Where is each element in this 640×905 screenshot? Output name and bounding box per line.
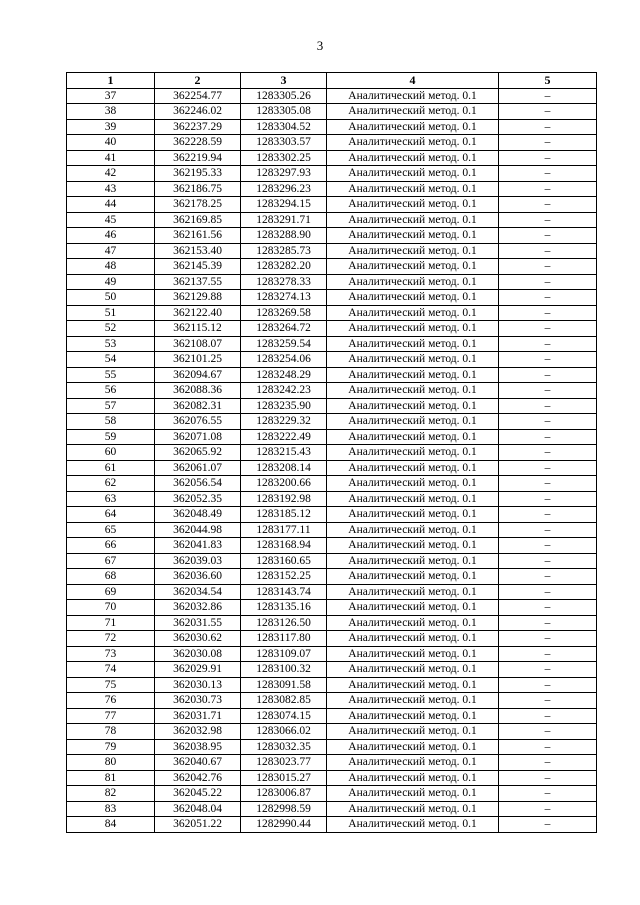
y-coordinate-cell: 1283288.90 xyxy=(241,228,327,244)
method-cell: Аналитический метод. 0.1 xyxy=(327,181,499,197)
method-cell: Аналитический метод. 0.1 xyxy=(327,259,499,275)
table-row xyxy=(67,538,597,554)
y-coordinate-cell: 1283185.12 xyxy=(241,507,327,523)
column-header-5: 5 xyxy=(499,73,597,89)
note-cell: – xyxy=(499,569,597,585)
note-cell: – xyxy=(499,538,597,554)
method-cell: Аналитический метод. 0.1 xyxy=(327,770,499,786)
y-coordinate-cell: 1283177.11 xyxy=(241,522,327,538)
method-cell: Аналитический метод. 0.1 xyxy=(327,724,499,740)
method-cell: Аналитический метод. 0.1 xyxy=(327,569,499,585)
method-cell: Аналитический метод. 0.1 xyxy=(327,677,499,693)
table-row xyxy=(67,274,597,290)
table-body xyxy=(67,88,597,832)
note-cell: – xyxy=(499,383,597,399)
point-number-cell: 68 xyxy=(67,569,155,585)
table-row xyxy=(67,212,597,228)
method-cell: Аналитический метод. 0.1 xyxy=(327,166,499,182)
table-row xyxy=(67,739,597,755)
note-cell: – xyxy=(499,150,597,166)
method-cell: Аналитический метод. 0.1 xyxy=(327,491,499,507)
table-row xyxy=(67,445,597,461)
point-number-cell: 64 xyxy=(67,507,155,523)
table-row xyxy=(67,367,597,383)
point-number-cell: 61 xyxy=(67,460,155,476)
method-cell: Аналитический метод. 0.1 xyxy=(327,290,499,306)
table-row xyxy=(67,398,597,414)
y-coordinate-cell: 1283304.52 xyxy=(241,119,327,135)
table-row xyxy=(67,429,597,445)
table-row xyxy=(67,228,597,244)
x-coordinate-cell: 362031.71 xyxy=(155,708,241,724)
note-cell: – xyxy=(499,414,597,430)
table-row xyxy=(67,290,597,306)
y-coordinate-cell: 1283066.02 xyxy=(241,724,327,740)
method-cell: Аналитический метод. 0.1 xyxy=(327,119,499,135)
note-cell: – xyxy=(499,460,597,476)
point-number-cell: 60 xyxy=(67,445,155,461)
x-coordinate-cell: 362048.49 xyxy=(155,507,241,523)
y-coordinate-cell: 1283242.23 xyxy=(241,383,327,399)
table-row xyxy=(67,460,597,476)
y-coordinate-cell: 1283296.23 xyxy=(241,181,327,197)
x-coordinate-cell: 362122.40 xyxy=(155,305,241,321)
y-coordinate-cell: 1283082.85 xyxy=(241,693,327,709)
column-header-1: 1 xyxy=(67,73,155,89)
x-coordinate-cell: 362030.08 xyxy=(155,646,241,662)
point-number-cell: 83 xyxy=(67,801,155,817)
point-number-cell: 72 xyxy=(67,631,155,647)
column-header-4: 4 xyxy=(327,73,499,89)
point-number-cell: 49 xyxy=(67,274,155,290)
y-coordinate-cell: 1283222.49 xyxy=(241,429,327,445)
y-coordinate-cell: 1283074.15 xyxy=(241,708,327,724)
y-coordinate-cell: 1283117.80 xyxy=(241,631,327,647)
table-row xyxy=(67,786,597,802)
note-cell: – xyxy=(499,801,597,817)
table-row xyxy=(67,770,597,786)
column-header-3: 3 xyxy=(241,73,327,89)
table-row xyxy=(67,150,597,166)
note-cell: – xyxy=(499,662,597,678)
table-row xyxy=(67,522,597,538)
x-coordinate-cell: 362161.56 xyxy=(155,228,241,244)
method-cell: Аналитический метод. 0.1 xyxy=(327,228,499,244)
y-coordinate-cell: 1283109.07 xyxy=(241,646,327,662)
table-row xyxy=(67,801,597,817)
table-row xyxy=(67,383,597,399)
x-coordinate-cell: 362051.22 xyxy=(155,817,241,833)
x-coordinate-cell: 362029.91 xyxy=(155,662,241,678)
table-row xyxy=(67,677,597,693)
point-number-cell: 84 xyxy=(67,817,155,833)
note-cell: – xyxy=(499,631,597,647)
method-cell: Аналитический метод. 0.1 xyxy=(327,305,499,321)
x-coordinate-cell: 362040.67 xyxy=(155,755,241,771)
point-number-cell: 51 xyxy=(67,305,155,321)
method-cell: Аналитический метод. 0.1 xyxy=(327,615,499,631)
point-number-cell: 45 xyxy=(67,212,155,228)
method-cell: Аналитический метод. 0.1 xyxy=(327,88,499,104)
y-coordinate-cell: 1283269.58 xyxy=(241,305,327,321)
point-number-cell: 71 xyxy=(67,615,155,631)
method-cell: Аналитический метод. 0.1 xyxy=(327,600,499,616)
y-coordinate-cell: 1283302.25 xyxy=(241,150,327,166)
x-coordinate-cell: 362030.62 xyxy=(155,631,241,647)
table-row xyxy=(67,197,597,213)
note-cell: – xyxy=(499,724,597,740)
page-number: 3 xyxy=(316,38,324,53)
y-coordinate-cell: 1283100.32 xyxy=(241,662,327,678)
method-cell: Аналитический метод. 0.1 xyxy=(327,352,499,368)
note-cell: – xyxy=(499,166,597,182)
note-cell: – xyxy=(499,615,597,631)
point-number-cell: 37 xyxy=(67,88,155,104)
method-cell: Аналитический метод. 0.1 xyxy=(327,553,499,569)
table-row xyxy=(67,693,597,709)
point-number-cell: 77 xyxy=(67,708,155,724)
point-number-cell: 75 xyxy=(67,677,155,693)
point-number-cell: 50 xyxy=(67,290,155,306)
point-number-cell: 47 xyxy=(67,243,155,259)
x-coordinate-cell: 362032.86 xyxy=(155,600,241,616)
note-cell: – xyxy=(499,181,597,197)
point-number-cell: 41 xyxy=(67,150,155,166)
x-coordinate-cell: 362094.67 xyxy=(155,367,241,383)
point-number-cell: 76 xyxy=(67,693,155,709)
table-row xyxy=(67,584,597,600)
y-coordinate-cell: 1283200.66 xyxy=(241,476,327,492)
x-coordinate-cell: 362254.77 xyxy=(155,88,241,104)
point-number-cell: 48 xyxy=(67,259,155,275)
x-coordinate-cell: 362048.04 xyxy=(155,801,241,817)
note-cell: – xyxy=(499,786,597,802)
method-cell: Аналитический метод. 0.1 xyxy=(327,383,499,399)
x-coordinate-cell: 362169.85 xyxy=(155,212,241,228)
note-cell: – xyxy=(499,352,597,368)
note-cell: – xyxy=(499,755,597,771)
method-cell: Аналитический метод. 0.1 xyxy=(327,135,499,151)
y-coordinate-cell: 1283015.27 xyxy=(241,770,327,786)
point-number-cell: 78 xyxy=(67,724,155,740)
column-header-2: 2 xyxy=(155,73,241,89)
method-cell: Аналитический метод. 0.1 xyxy=(327,522,499,538)
point-number-cell: 53 xyxy=(67,336,155,352)
y-coordinate-cell: 1283291.71 xyxy=(241,212,327,228)
method-cell: Аналитический метод. 0.1 xyxy=(327,336,499,352)
x-coordinate-cell: 362115.12 xyxy=(155,321,241,337)
table-row xyxy=(67,321,597,337)
point-number-cell: 55 xyxy=(67,367,155,383)
note-cell: – xyxy=(499,646,597,662)
table-row xyxy=(67,305,597,321)
note-cell: – xyxy=(499,553,597,569)
x-coordinate-cell: 362036.60 xyxy=(155,569,241,585)
y-coordinate-cell: 1283229.32 xyxy=(241,414,327,430)
x-coordinate-cell: 362153.40 xyxy=(155,243,241,259)
method-cell: Аналитический метод. 0.1 xyxy=(327,104,499,120)
x-coordinate-cell: 362071.08 xyxy=(155,429,241,445)
method-cell: Аналитический метод. 0.1 xyxy=(327,445,499,461)
table-row xyxy=(67,104,597,120)
y-coordinate-cell: 1282990.44 xyxy=(241,817,327,833)
x-coordinate-cell: 362065.92 xyxy=(155,445,241,461)
x-coordinate-cell: 362031.55 xyxy=(155,615,241,631)
method-cell: Аналитический метод. 0.1 xyxy=(327,786,499,802)
y-coordinate-cell: 1283248.29 xyxy=(241,367,327,383)
y-coordinate-cell: 1283208.14 xyxy=(241,460,327,476)
table-row xyxy=(67,708,597,724)
point-number-cell: 46 xyxy=(67,228,155,244)
method-cell: Аналитический метод. 0.1 xyxy=(327,414,499,430)
x-coordinate-cell: 362219.94 xyxy=(155,150,241,166)
method-cell: Аналитический метод. 0.1 xyxy=(327,197,499,213)
point-number-cell: 63 xyxy=(67,491,155,507)
method-cell: Аналитический метод. 0.1 xyxy=(327,321,499,337)
y-coordinate-cell: 1283215.43 xyxy=(241,445,327,461)
table-row xyxy=(67,119,597,135)
y-coordinate-cell: 1283126.50 xyxy=(241,615,327,631)
table-row xyxy=(67,646,597,662)
table-row xyxy=(67,631,597,647)
note-cell: – xyxy=(499,228,597,244)
table-row xyxy=(67,352,597,368)
note-cell: – xyxy=(499,88,597,104)
x-coordinate-cell: 362228.59 xyxy=(155,135,241,151)
y-coordinate-cell: 1283297.93 xyxy=(241,166,327,182)
y-coordinate-cell: 1283168.94 xyxy=(241,538,327,554)
note-cell: – xyxy=(499,197,597,213)
x-coordinate-cell: 362038.95 xyxy=(155,739,241,755)
note-cell: – xyxy=(499,522,597,538)
table-row xyxy=(67,817,597,833)
y-coordinate-cell: 1283023.77 xyxy=(241,755,327,771)
point-number-cell: 62 xyxy=(67,476,155,492)
point-number-cell: 73 xyxy=(67,646,155,662)
method-cell: Аналитический метод. 0.1 xyxy=(327,631,499,647)
note-cell: – xyxy=(499,507,597,523)
method-cell: Аналитический метод. 0.1 xyxy=(327,755,499,771)
method-cell: Аналитический метод. 0.1 xyxy=(327,398,499,414)
note-cell: – xyxy=(499,429,597,445)
x-coordinate-cell: 362045.22 xyxy=(155,786,241,802)
note-cell: – xyxy=(499,445,597,461)
x-coordinate-cell: 362052.35 xyxy=(155,491,241,507)
table-row xyxy=(67,507,597,523)
y-coordinate-cell: 1283305.26 xyxy=(241,88,327,104)
method-cell: Аналитический метод. 0.1 xyxy=(327,801,499,817)
note-cell: – xyxy=(499,305,597,321)
note-cell: – xyxy=(499,739,597,755)
y-coordinate-cell: 1283305.08 xyxy=(241,104,327,120)
method-cell: Аналитический метод. 0.1 xyxy=(327,646,499,662)
note-cell: – xyxy=(499,336,597,352)
y-coordinate-cell: 1283006.87 xyxy=(241,786,327,802)
note-cell: – xyxy=(499,693,597,709)
table-row xyxy=(67,569,597,585)
point-number-cell: 57 xyxy=(67,398,155,414)
table-row xyxy=(67,662,597,678)
table-row xyxy=(67,724,597,740)
y-coordinate-cell: 1283160.65 xyxy=(241,553,327,569)
coordinates-table xyxy=(66,72,597,833)
point-number-cell: 70 xyxy=(67,600,155,616)
y-coordinate-cell: 1283285.73 xyxy=(241,243,327,259)
x-coordinate-cell: 362101.25 xyxy=(155,352,241,368)
x-coordinate-cell: 362042.76 xyxy=(155,770,241,786)
x-coordinate-cell: 362082.31 xyxy=(155,398,241,414)
method-cell: Аналитический метод. 0.1 xyxy=(327,274,499,290)
point-number-cell: 40 xyxy=(67,135,155,151)
point-number-cell: 38 xyxy=(67,104,155,120)
method-cell: Аналитический метод. 0.1 xyxy=(327,662,499,678)
x-coordinate-cell: 362061.07 xyxy=(155,460,241,476)
method-cell: Аналитический метод. 0.1 xyxy=(327,460,499,476)
x-coordinate-cell: 362186.75 xyxy=(155,181,241,197)
point-number-cell: 43 xyxy=(67,181,155,197)
note-cell: – xyxy=(499,212,597,228)
note-cell: – xyxy=(499,817,597,833)
point-number-cell: 56 xyxy=(67,383,155,399)
table-row xyxy=(67,243,597,259)
x-coordinate-cell: 362129.88 xyxy=(155,290,241,306)
method-cell: Аналитический метод. 0.1 xyxy=(327,150,499,166)
note-cell: – xyxy=(499,367,597,383)
x-coordinate-cell: 362041.83 xyxy=(155,538,241,554)
table-row xyxy=(67,491,597,507)
method-cell: Аналитический метод. 0.1 xyxy=(327,507,499,523)
point-number-cell: 52 xyxy=(67,321,155,337)
point-number-cell: 39 xyxy=(67,119,155,135)
method-cell: Аналитический метод. 0.1 xyxy=(327,367,499,383)
table-row xyxy=(67,166,597,182)
x-coordinate-cell: 362088.36 xyxy=(155,383,241,399)
method-cell: Аналитический метод. 0.1 xyxy=(327,538,499,554)
note-cell: – xyxy=(499,135,597,151)
table-row xyxy=(67,553,597,569)
y-coordinate-cell: 1283091.58 xyxy=(241,677,327,693)
x-coordinate-cell: 362056.54 xyxy=(155,476,241,492)
note-cell: – xyxy=(499,290,597,306)
method-cell: Аналитический метод. 0.1 xyxy=(327,212,499,228)
x-coordinate-cell: 362237.29 xyxy=(155,119,241,135)
x-coordinate-cell: 362044.98 xyxy=(155,522,241,538)
y-coordinate-cell: 1283152.25 xyxy=(241,569,327,585)
y-coordinate-cell: 1283264.72 xyxy=(241,321,327,337)
point-number-cell: 82 xyxy=(67,786,155,802)
table-row xyxy=(67,615,597,631)
method-cell: Аналитический метод. 0.1 xyxy=(327,243,499,259)
x-coordinate-cell: 362145.39 xyxy=(155,259,241,275)
table-row xyxy=(67,476,597,492)
x-coordinate-cell: 362032.98 xyxy=(155,724,241,740)
y-coordinate-cell: 1283259.54 xyxy=(241,336,327,352)
note-cell: – xyxy=(499,104,597,120)
y-coordinate-cell: 1283274.13 xyxy=(241,290,327,306)
x-coordinate-cell: 362039.03 xyxy=(155,553,241,569)
table-row xyxy=(67,336,597,352)
y-coordinate-cell: 1283278.33 xyxy=(241,274,327,290)
method-cell: Аналитический метод. 0.1 xyxy=(327,584,499,600)
method-cell: Аналитический метод. 0.1 xyxy=(327,476,499,492)
note-cell: – xyxy=(499,584,597,600)
y-coordinate-cell: 1282998.59 xyxy=(241,801,327,817)
x-coordinate-cell: 362030.73 xyxy=(155,693,241,709)
table-row xyxy=(67,755,597,771)
table-row xyxy=(67,259,597,275)
y-coordinate-cell: 1283303.57 xyxy=(241,135,327,151)
note-cell: – xyxy=(499,476,597,492)
method-cell: Аналитический метод. 0.1 xyxy=(327,693,499,709)
point-number-cell: 59 xyxy=(67,429,155,445)
y-coordinate-cell: 1283032.35 xyxy=(241,739,327,755)
note-cell: – xyxy=(499,491,597,507)
method-cell: Аналитический метод. 0.1 xyxy=(327,817,499,833)
note-cell: – xyxy=(499,321,597,337)
point-number-cell: 80 xyxy=(67,755,155,771)
point-number-cell: 79 xyxy=(67,739,155,755)
table-header-row xyxy=(67,73,597,89)
point-number-cell: 69 xyxy=(67,584,155,600)
point-number-cell: 66 xyxy=(67,538,155,554)
point-number-cell: 54 xyxy=(67,352,155,368)
x-coordinate-cell: 362030.13 xyxy=(155,677,241,693)
y-coordinate-cell: 1283135.16 xyxy=(241,600,327,616)
point-number-cell: 65 xyxy=(67,522,155,538)
x-coordinate-cell: 362195.33 xyxy=(155,166,241,182)
y-coordinate-cell: 1283192.98 xyxy=(241,491,327,507)
method-cell: Аналитический метод. 0.1 xyxy=(327,739,499,755)
x-coordinate-cell: 362137.55 xyxy=(155,274,241,290)
note-cell: – xyxy=(499,770,597,786)
note-cell: – xyxy=(499,259,597,275)
point-number-cell: 81 xyxy=(67,770,155,786)
x-coordinate-cell: 362108.07 xyxy=(155,336,241,352)
table-row xyxy=(67,88,597,104)
table-row xyxy=(67,135,597,151)
y-coordinate-cell: 1283235.90 xyxy=(241,398,327,414)
note-cell: – xyxy=(499,243,597,259)
y-coordinate-cell: 1283254.06 xyxy=(241,352,327,368)
table-row xyxy=(67,600,597,616)
table-row xyxy=(67,181,597,197)
table-row xyxy=(67,414,597,430)
point-number-cell: 74 xyxy=(67,662,155,678)
note-cell: – xyxy=(499,708,597,724)
method-cell: Аналитический метод. 0.1 xyxy=(327,429,499,445)
point-number-cell: 67 xyxy=(67,553,155,569)
y-coordinate-cell: 1283143.74 xyxy=(241,584,327,600)
note-cell: – xyxy=(499,119,597,135)
point-number-cell: 44 xyxy=(67,197,155,213)
x-coordinate-cell: 362076.55 xyxy=(155,414,241,430)
method-cell: Аналитический метод. 0.1 xyxy=(327,708,499,724)
note-cell: – xyxy=(499,677,597,693)
note-cell: – xyxy=(499,274,597,290)
note-cell: – xyxy=(499,600,597,616)
x-coordinate-cell: 362178.25 xyxy=(155,197,241,213)
y-coordinate-cell: 1283294.15 xyxy=(241,197,327,213)
x-coordinate-cell: 362034.54 xyxy=(155,584,241,600)
point-number-cell: 58 xyxy=(67,414,155,430)
y-coordinate-cell: 1283282.20 xyxy=(241,259,327,275)
point-number-cell: 42 xyxy=(67,166,155,182)
note-cell: – xyxy=(499,398,597,414)
x-coordinate-cell: 362246.02 xyxy=(155,104,241,120)
